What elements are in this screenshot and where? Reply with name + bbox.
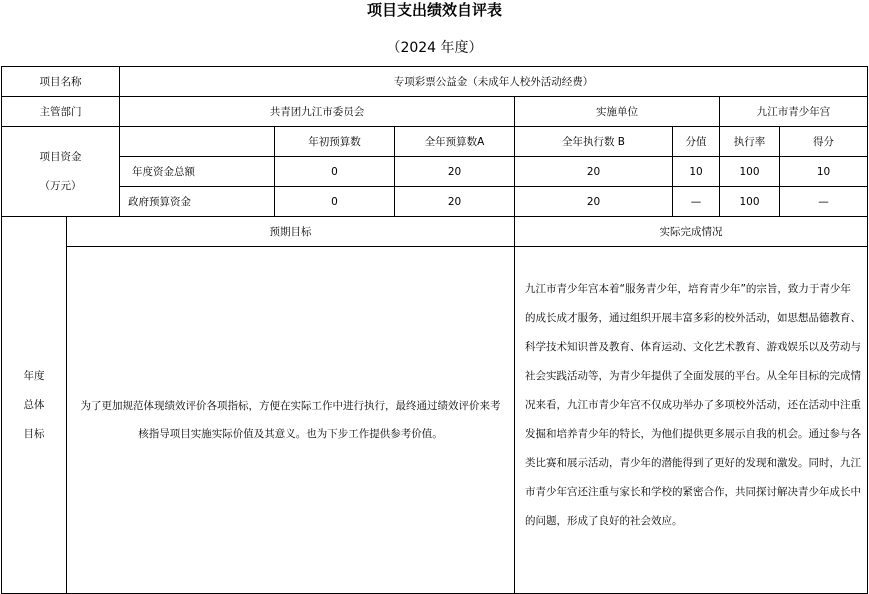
expected-goal-text: 为了更加规范体现绩效评价各项指标，方便在实际工作中进行执行，最终通过绩效评价来考核指导项目实施实际价值及其意义。也为下步工作提供参考价值。 bbox=[67, 247, 515, 594]
table-row bbox=[2, 157, 868, 187]
annual-goal-label bbox=[2, 217, 67, 594]
goal-label-line3: 目标 bbox=[23, 427, 45, 440]
table-row bbox=[2, 187, 868, 217]
cell-exec: 20 bbox=[515, 187, 673, 217]
row-goal-headers bbox=[2, 217, 868, 247]
cell-exec: 20 bbox=[515, 157, 673, 187]
row-project-name bbox=[2, 67, 868, 97]
goal-label-line2: 总体 bbox=[23, 398, 45, 411]
cell-annual: 20 bbox=[395, 187, 515, 217]
expected-goal-header: 预期目标 bbox=[67, 217, 515, 247]
goal-label-line1: 年度 bbox=[23, 369, 45, 382]
row-department bbox=[2, 97, 868, 127]
cell-rate: 100 bbox=[720, 157, 780, 187]
col-score: 得分 bbox=[780, 127, 868, 157]
dept-value: 共青团九江市委员会 bbox=[120, 97, 515, 127]
row-fund-columns bbox=[2, 127, 868, 157]
cell-score-value: — bbox=[673, 187, 720, 217]
actual-completion-text: 九江市青少年宫本着“服务青少年，培育青少年”的宗旨，致力于青少年的成长成才服务，通过组织开展丰富多彩的校外活动，如思想品德教育、科学技术知识普及教育、体育运动、文化艺术教育、游戏娱乐以及劳动与社会实践活动等，为青少年提供了全面发展的平台。从全年目标的完成情况来看，九江市青少年宫不仅成功举办了多项校外活动，还在活动中注重发掘和培养青少年的特长，为他们提供更多展示自我的机会。通过参与各类比赛和展示活动，青少年的潜能得到了更好的发现和激发。同时，九江市青少年宫还注重与家长和学校的紧密合作，共同探讨解决青少年成长中的问题，形成了良好的社会效应。 bbox=[515, 247, 868, 594]
cell-rate: 100 bbox=[720, 187, 780, 217]
row-goal-content bbox=[2, 247, 868, 594]
funds-label-line1: 项目资金 bbox=[39, 150, 82, 163]
cell-initial: 0 bbox=[275, 187, 395, 217]
cell-score: 10 bbox=[780, 157, 868, 187]
col-annual-budget: 全年预算数A bbox=[395, 127, 515, 157]
dept-label: 主管部门 bbox=[2, 97, 120, 127]
cell-initial: 0 bbox=[275, 157, 395, 187]
row-label: 政府预算资金 bbox=[120, 187, 275, 217]
cell-score: — bbox=[780, 187, 868, 217]
funds-label bbox=[2, 127, 120, 217]
col-annual-exec: 全年执行数 B bbox=[515, 127, 673, 157]
project-name-label: 项目名称 bbox=[2, 67, 120, 97]
year-subtitle: （2024 年度） bbox=[386, 40, 483, 56]
col-initial-budget: 年初预算数 bbox=[275, 127, 395, 157]
evaluation-table bbox=[1, 66, 868, 594]
page-title: 项目支出绩效自评表 bbox=[366, 1, 502, 19]
fund-blank-header bbox=[120, 127, 275, 157]
col-exec-rate: 执行率 bbox=[720, 127, 780, 157]
row-label: 年度资金总额 bbox=[120, 157, 275, 187]
cell-score-value: 10 bbox=[673, 157, 720, 187]
project-name-value: 专项彩票公益金（未成年人校外活动经费） bbox=[120, 67, 868, 97]
unit-label: 实施单位 bbox=[515, 97, 720, 127]
funds-label-line2: （万元） bbox=[39, 179, 82, 192]
unit-value: 九江市青少年宫 bbox=[720, 97, 868, 127]
actual-completion-header: 实际完成情况 bbox=[515, 217, 868, 247]
cell-annual: 20 bbox=[395, 157, 515, 187]
col-score-value: 分值 bbox=[673, 127, 720, 157]
